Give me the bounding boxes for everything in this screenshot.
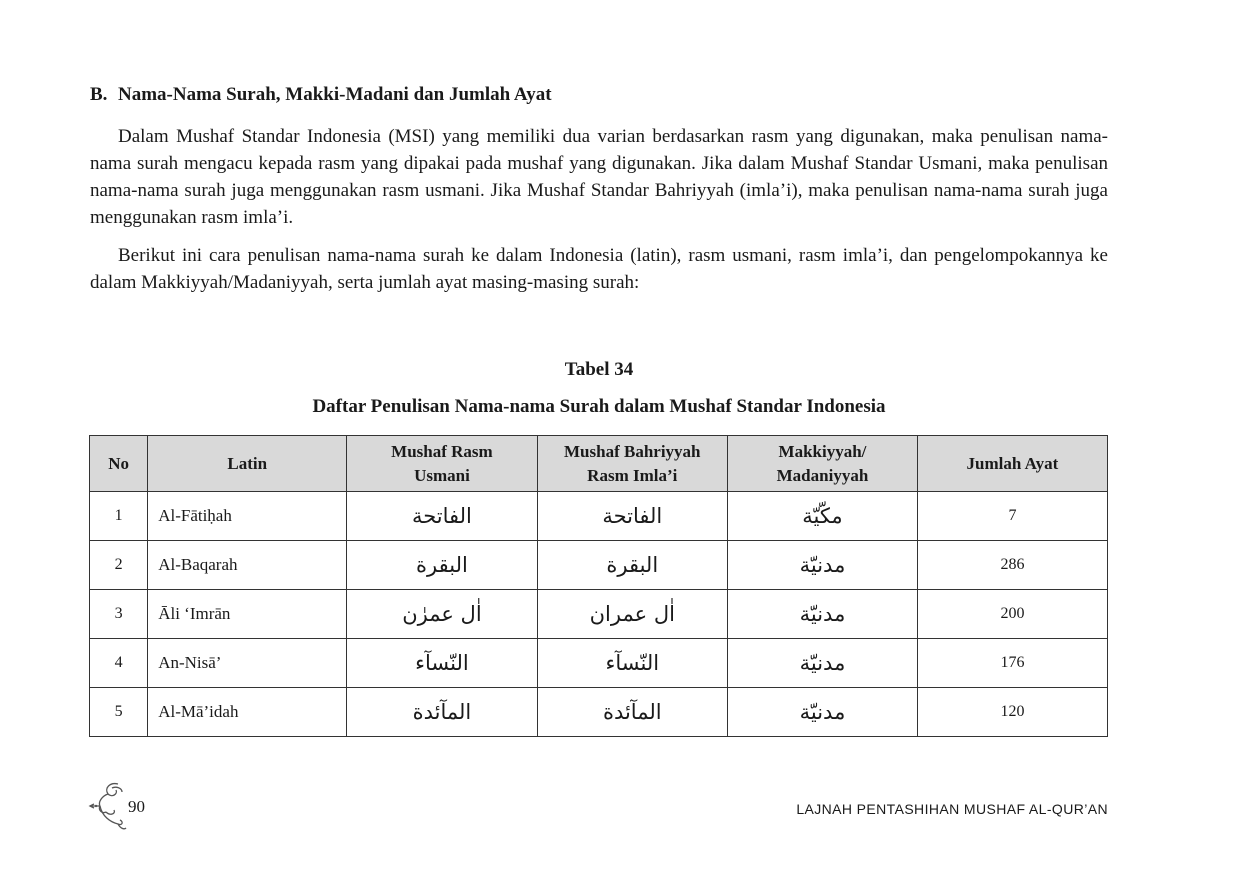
table-row [90, 590, 1108, 639]
cell-usmani: المآئدة [347, 688, 537, 737]
cell-usmani: النّسآء [347, 639, 537, 688]
table-caption-number: Tabel 34 [564, 359, 634, 380]
cell-usmani: الفاتحة [347, 492, 537, 541]
section-heading [90, 84, 552, 106]
cell-makki: مدنيّة [728, 590, 918, 639]
cell-no: 3 [90, 590, 148, 639]
header-makki [728, 436, 918, 492]
cell-no: 2 [90, 541, 148, 590]
header-latin: Latin [148, 436, 347, 492]
cell-ayat: 176 [917, 639, 1107, 688]
page-number: 90 [128, 797, 145, 816]
header-no: No [90, 436, 148, 492]
cell-latin: An-Nisā’ [148, 639, 347, 688]
table-caption-title: Daftar Penulisan Nama-nama Surah dalam Mushaf Standar Indonesia [312, 396, 886, 417]
section-title: Nama-Nama Surah, Makki-Madani dan Jumlah Ayat [118, 84, 552, 105]
cell-no: 1 [90, 492, 148, 541]
cell-imlai: اٰل عمران [537, 590, 728, 639]
section-letter: B. [90, 84, 108, 105]
cell-imlai: النّسآء [537, 639, 728, 688]
header-imlai [537, 436, 728, 492]
cell-usmani: اٰل عمرٰن [347, 590, 537, 639]
header-imlai-line2: Rasm Imla’i [587, 465, 678, 485]
cell-no: 4 [90, 639, 148, 688]
cell-ayat: 200 [917, 590, 1107, 639]
cell-ayat: 286 [917, 541, 1107, 590]
cell-imlai: البقرة [537, 541, 728, 590]
table-row [90, 688, 1108, 737]
cell-ayat: 120 [917, 688, 1107, 737]
header-ayat: Jumlah Ayat [917, 436, 1107, 492]
paragraph-2: Berikut ini cara penulisan nama-nama surah ke dalam Indonesia (latin), rasm usmani, rasm imla’i, dan pengelompokannya ke dalam Makkiyyah/Madaniyyah, serta jumlah ayat masing-masing surah: [90, 245, 1108, 293]
cell-latin: Al-Mā’idah [148, 688, 347, 737]
cell-latin: Al-Fātiḥah [148, 492, 347, 541]
table-header-row [90, 436, 1108, 492]
header-makki-line1: Makkiyyah/ [778, 441, 867, 461]
cell-ayat: 7 [917, 492, 1107, 541]
cell-usmani: البقرة [347, 541, 537, 590]
footer-publisher: LAJNAH PENTASHIHAN MUSHAF AL-QUR’AN [796, 801, 1108, 817]
header-imlai-line1: Mushaf Bahriyyah [564, 441, 701, 461]
cell-makki: مدنيّة [728, 639, 918, 688]
surah-table [89, 435, 1108, 737]
cell-makki: مدنيّة [728, 688, 918, 737]
paragraph-1: Dalam Mushaf Standar Indonesia (MSI) yang memiliki dua varian berdasarkan rasm yang digunakan, maka penulisan nama-nama surah mengacu kepada rasm yang dipakai pada mushaf yang digunakan. Jika dalam Mushaf Standar Usmani, maka penulisan nama-nama surah juga menggunakan rasm usmani. Jika Mushaf Standar Bahriyyah (imla’i), maka penulisan nama-nama surah juga menggunakan rasm imla’i. [90, 126, 1108, 228]
header-makki-line2: Madaniyyah [776, 465, 869, 485]
floral-ornament-icon [88, 778, 132, 832]
cell-latin: Al-Baqarah [148, 541, 347, 590]
header-usmani-line1: Mushaf Rasm [391, 441, 493, 461]
cell-makki: مدنيّة [728, 541, 918, 590]
header-usmani-line2: Usmani [414, 465, 470, 485]
cell-imlai: الفاتحة [537, 492, 728, 541]
cell-latin: Āli ‘Imrān [148, 590, 347, 639]
header-usmani [347, 436, 537, 492]
table-row [90, 492, 1108, 541]
table-row [90, 639, 1108, 688]
cell-makki: مكّيّة [728, 492, 918, 541]
cell-imlai: المآئدة [537, 688, 728, 737]
cell-no: 5 [90, 688, 148, 737]
table-row [90, 541, 1108, 590]
